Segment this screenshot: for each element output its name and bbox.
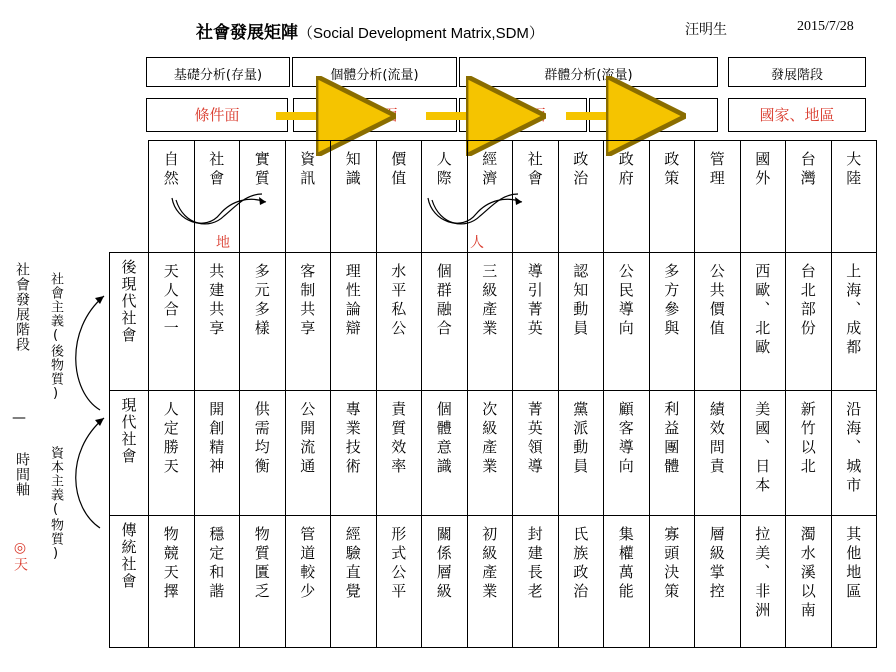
side-time-axis-label: 時間軸 (14, 452, 30, 497)
side-axis-label: 社會發展階段 (14, 262, 30, 352)
stage-phenomenon-1: 現象面 (459, 98, 587, 132)
table-cell: 其他地區 (831, 516, 877, 648)
col-header: 價值 (376, 141, 422, 253)
curve-label-human: 人 (470, 235, 484, 251)
col-header: 知識 (331, 141, 377, 253)
col-header: 自然 (149, 141, 195, 253)
table-cell: 形式公平 (376, 516, 422, 648)
side-curve-arrow-icon (76, 296, 104, 410)
stage-condition: 條件面 (146, 98, 288, 132)
table-cell: 拉美、非洲 (740, 516, 786, 648)
table-cell: 穩定和諧 (194, 516, 240, 648)
table-cell: 氏族政治 (558, 516, 604, 648)
table-cell: 公共價值 (695, 253, 741, 391)
table-cell: 物競天擇 (149, 516, 195, 648)
table-cell: 台北部份 (786, 253, 832, 391)
table-cell: 沿海、城市 (831, 391, 877, 516)
table-cell: 個體意識 (422, 391, 468, 516)
table-cell: 績效問責 (695, 391, 741, 516)
title-zh: 社會發展矩陣 (196, 23, 298, 43)
table-cell: 共建共享 (194, 253, 240, 391)
col-header: 實質 (240, 141, 286, 253)
side-dash: — (12, 410, 26, 426)
table-cell: 認知動員 (558, 253, 604, 391)
table-cell: 導引菁英 (513, 253, 559, 391)
table-cell: 集權萬能 (604, 516, 650, 648)
header-development-stage: 發展階段 (728, 57, 866, 87)
table-cell: 關係層級 (422, 516, 468, 648)
table-cell: 經驗直覺 (331, 516, 377, 648)
table-cell: 利益團體 (649, 391, 695, 516)
col-header: 政策 (649, 141, 695, 253)
table-cell: 供需均衡 (240, 391, 286, 516)
table-cell: 寡頭決策 (649, 516, 695, 648)
table-cell: 管道較少 (285, 516, 331, 648)
col-header: 管理 (695, 141, 741, 253)
row-label: 後現代社會 (110, 253, 149, 391)
table-cell: 次級產業 (467, 391, 513, 516)
table-cell: 水平私公 (376, 253, 422, 391)
table-cell: 人定勝天 (149, 391, 195, 516)
table-cell: 菁英領導 (513, 391, 559, 516)
col-header: 社會 (194, 141, 240, 253)
stage-phenomenon-2: 現象面 (589, 98, 718, 132)
table-cell: 三級產業 (467, 253, 513, 391)
side-curve-arrow-icon (76, 418, 104, 528)
table-cell: 西歐、北歐 (740, 253, 786, 391)
col-header: 政府 (604, 141, 650, 253)
table-cell: 開創精神 (194, 391, 240, 516)
header-basic-analysis: 基礎分析(存量) (146, 57, 290, 87)
table-cell: 新竹以北 (786, 391, 832, 516)
table-cell: 多元多樣 (240, 253, 286, 391)
col-header: 政治 (558, 141, 604, 253)
header-group-analysis: 群體分析(流量) (459, 57, 718, 87)
stage-essence: 本質面 (293, 98, 457, 132)
table-cell: 黨派動員 (558, 391, 604, 516)
side-sky-label: ◎天 (12, 540, 28, 572)
col-header: 經濟 (467, 141, 513, 253)
table-cell: 顧客導向 (604, 391, 650, 516)
col-header: 台灣 (786, 141, 832, 253)
stage-country-region: 國家、地區 (728, 98, 866, 132)
col-header: 國外 (740, 141, 786, 253)
header-individual-analysis: 個體分析(流量) (292, 57, 457, 87)
table-cell: 層級掌控 (695, 516, 741, 648)
title-en: （Social Development Matrix,SDM） (298, 25, 544, 42)
side-capitalism-label: 資本主義(物質) (48, 446, 63, 562)
side-socialism-label: 社會主義(後物質) (48, 272, 63, 402)
table-cell: 物質匱乏 (240, 516, 286, 648)
table-cell: 濁水溪以南 (786, 516, 832, 648)
table-cell: 天人合一 (149, 253, 195, 391)
author: 汪明生 (685, 22, 727, 38)
row-label: 傳統社會 (110, 516, 149, 648)
table-cell: 專業技術 (331, 391, 377, 516)
row-label: 現代社會 (110, 391, 149, 516)
table-cell: 美國、日本 (740, 391, 786, 516)
col-header: 大陸 (831, 141, 877, 253)
table-cell: 責質效率 (376, 391, 422, 516)
table-cell: 公民導向 (604, 253, 650, 391)
date: 2015/7/28 (797, 19, 854, 34)
table-cell: 個群融合 (422, 253, 468, 391)
table-cell: 理性論辯 (331, 253, 377, 391)
table-cell: 初級產業 (467, 516, 513, 648)
table-cell: 客制共享 (285, 253, 331, 391)
table-cell: 上海、成都 (831, 253, 877, 391)
table-cell: 多方參與 (649, 253, 695, 391)
table-cell: 公開流通 (285, 391, 331, 516)
col-header: 人際 (422, 141, 468, 253)
table-cell: 封建長老 (513, 516, 559, 648)
col-header: 社會 (513, 141, 559, 253)
col-header: 資訊 (285, 141, 331, 253)
curve-label-earth: 地 (216, 235, 230, 251)
